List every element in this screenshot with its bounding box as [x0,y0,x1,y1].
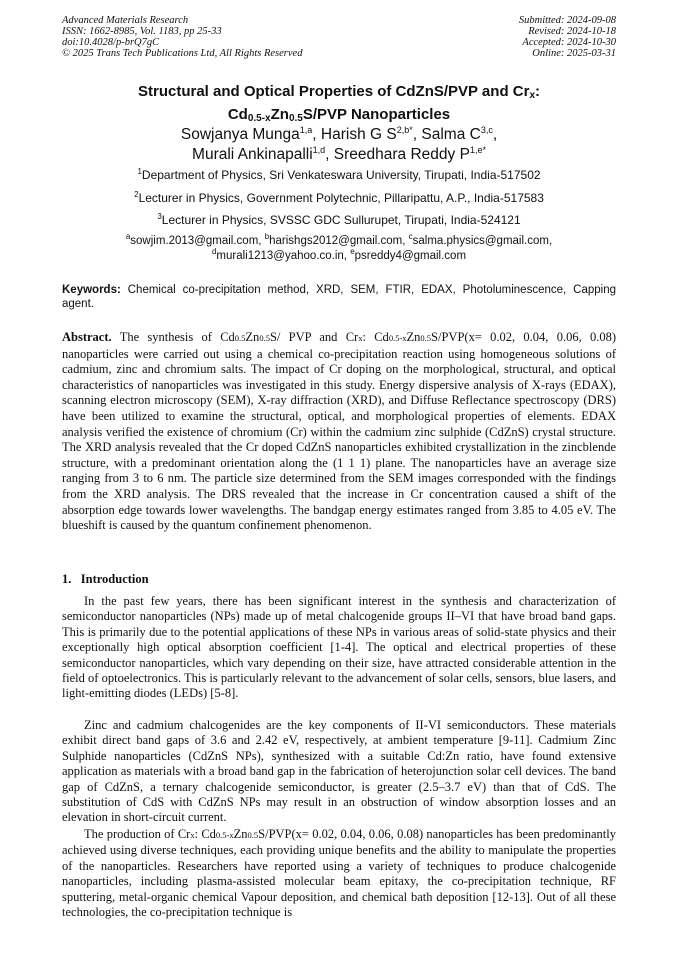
section-heading-introduction: 1. Introduction [62,572,149,586]
revised-date: Revised: 2024-10-18 [528,26,616,37]
email-link[interactable]: harishgs2012@gmail.com, [269,235,409,247]
email-link[interactable]: murali1213@yahoo.co.in, [216,250,351,262]
accepted-date: Accepted: 2024-10-30 [522,37,616,48]
email-link[interactable]: salma.physics@gmail.com, [412,235,553,247]
abstract-label: Abstract. [62,330,112,344]
author-name: Harish G S [320,126,397,143]
email-link[interactable]: sowjim.2013@gmail.com, [130,235,265,247]
abstract: Abstract. The synthesis of Cd0.5Zn0.5S/ PVP and Crx: Cd0.5-xZn0.5S/PVP(x= 0.02, 0.04, 0.06, 0.08) nanoparticles were carried out using a chemical co-precipitation reaction using homogeneous solutions of cadmium, zinc and chromium salts. The impact of Cr doping on the morphological, structural, and optical characteristics of nanoparticles was investigated in this study. Energy dispersive analysis of X-rays (EDAX), scanning electron microscopy (SEM), X-ray diffraction (XRD), and Diffuse Reflectance spectroscopy (DRS) have been utilized to examine the structural, optical, and morphological properties of elements. EDAX analysis verified the existence of chromium (Cr) within the cadmium zinc sulphide (CdZnS) crystal structure. The XRD analysis revealed that the Cr doped CdZnS nanoparticles exhibited crystallization in the zincblende structure, with a predominant orientation along the (1 1 1) plane. The nanoparticles have an average size ranging from 3 to 6 nm. The particle size determined from the SEM images corresponded with the findings from the XRD analysis. The DRS revealed that the increase in Cr concentration caused a shift of the absorption edge towards lower wavelengths. The bandgap energy estimates ranged from 3.85 to 4.05 eV. The blueshift is caused by the quantum confinement phenomenon. [62,330,617,533]
author-name: Salma C [421,126,481,143]
journal-name: Advanced Materials Research [62,15,189,26]
title-line-2: $Cd_{0.5-x}Zn_{0.5}S$/PVP Nanoparticles [227,106,451,124]
author-list: Sowjanya Munga$^{1,a}$, Harish G $S^{2,b*}$, Salma C$^{3,c}$, Murali Ankinapalli$^{1,d}$, Sreedhara Reddy $P^{1,e*}$ [180,124,498,163]
intro-paragraph-3: The production of Crx: Cd0.5-xZn0.5S/PVP(x= 0.02, 0.04, 0.06, 0.08) nanoparticles has been predominantly achieved using diverse techniques, each providing unique benefits and the ability to manipulate the properties of the nanoparticles. Researchers have reported using a variety of techniques to produce chalcogenide nanoparticles, including plasma-assisted molecular beam epitaxy, the co-precipitation technique, RF sputtering, metal-organic chemical Vapour deposition, and chemical bath deposition [12-13]. Out of all these technologies, the co-precipitation technique is [62,827,616,920]
author-name: Sowjanya Munga [180,126,300,143]
title-line-1: Structural and Optical Properties of CdZnS/PVP and $Cr_x$: [137,83,541,101]
affiliation-3: $^3$Lecturer in Physics, SVSSC GDC Sullurupet, Tirupati, India-524121 [157,212,521,227]
author-emails: $^a$sowjim.2013@gmail.com, $^b$harishgs2012@gmail.com, $^c$salma.physics@gmail.com, $^d$murali1213@yahoo.co.in, $^e$psreddy4@gmail.com [125,232,553,262]
submitted-date: Submitted: 2024-09-08 [518,15,616,26]
keywords: Keywords: Chemical co-precipitation method, XRD, SEM, FTIR, EDAX, Photoluminescence, Capping agent. [62,284,616,310]
journal-info [62,15,302,59]
author-name: Murali Ankinapalli [192,146,313,163]
author-name: Sreedhara Reddy P [333,146,470,163]
online-date: Online: 2025-03-31 [532,48,616,59]
issn: ISSN: 1662-8985, Vol. 1183, pp 25-33 [62,26,222,37]
doi: doi:10.4028/p-brQ7gC [62,37,160,48]
paper-title [62,82,616,128]
affiliation-2: $^2$Lecturer in Physics, Government Polytechnic, Pillaripattu, A.P., India-517583 [134,190,544,205]
affiliation-1: $^1$Department of Physics, Sri Venkateswara University, Tirupati, India-517502 [137,167,541,182]
submission-dates [519,15,616,59]
copyright: © 2025 Trans Tech Publications Ltd, All Rights Reserved [62,48,303,59]
intro-paragraph-2: Zinc and cadmium chalcogenides are the key components of II-VI semiconductors. These materials exhibit direct band gaps of 3.6 and 2.42 eV, respectively, at ambient temperature [9-11]. Cadmium Zinc Sulphide nanoparticles (CdZnS NPs), synthesized with a suitable Cd:Zn ratio, have found extensive application as materials with a broad band gap in the fabrication of heterojunction solar cell devices. The band gap of CdZnS, a ternary chalcogenide semiconductor, is greater (2.5–3.7 eV) than that of CdS. The substitution of CdS with CdZnS NPs may result in an obstruction of window absorption losses and an elevation in short-circuit current. [62,718,616,825]
intro-paragraph-1: In the past few years, there has been significant interest in the synthesis and characterization of semiconductor nanoparticles (NPs) made up of metal chalcogenide groups II–VI that have broad band gaps. This is primarily due to the potential applications of these NPs in various areas of solid-state physics and their exceptionally high optical absorption coefficient [1-4]. The optical and electrical properties of these semiconductor nanoparticles, which vary depending on their size, have attracted considerable attention in the field of optoelectronics. This is particularly relevant to the advancement of solar cells, sensors, blue lasers, and light-emitting diodes (LEDs) [5-8]. [62,594,616,701]
email-link[interactable]: psreddy4@gmail.com [354,250,467,262]
